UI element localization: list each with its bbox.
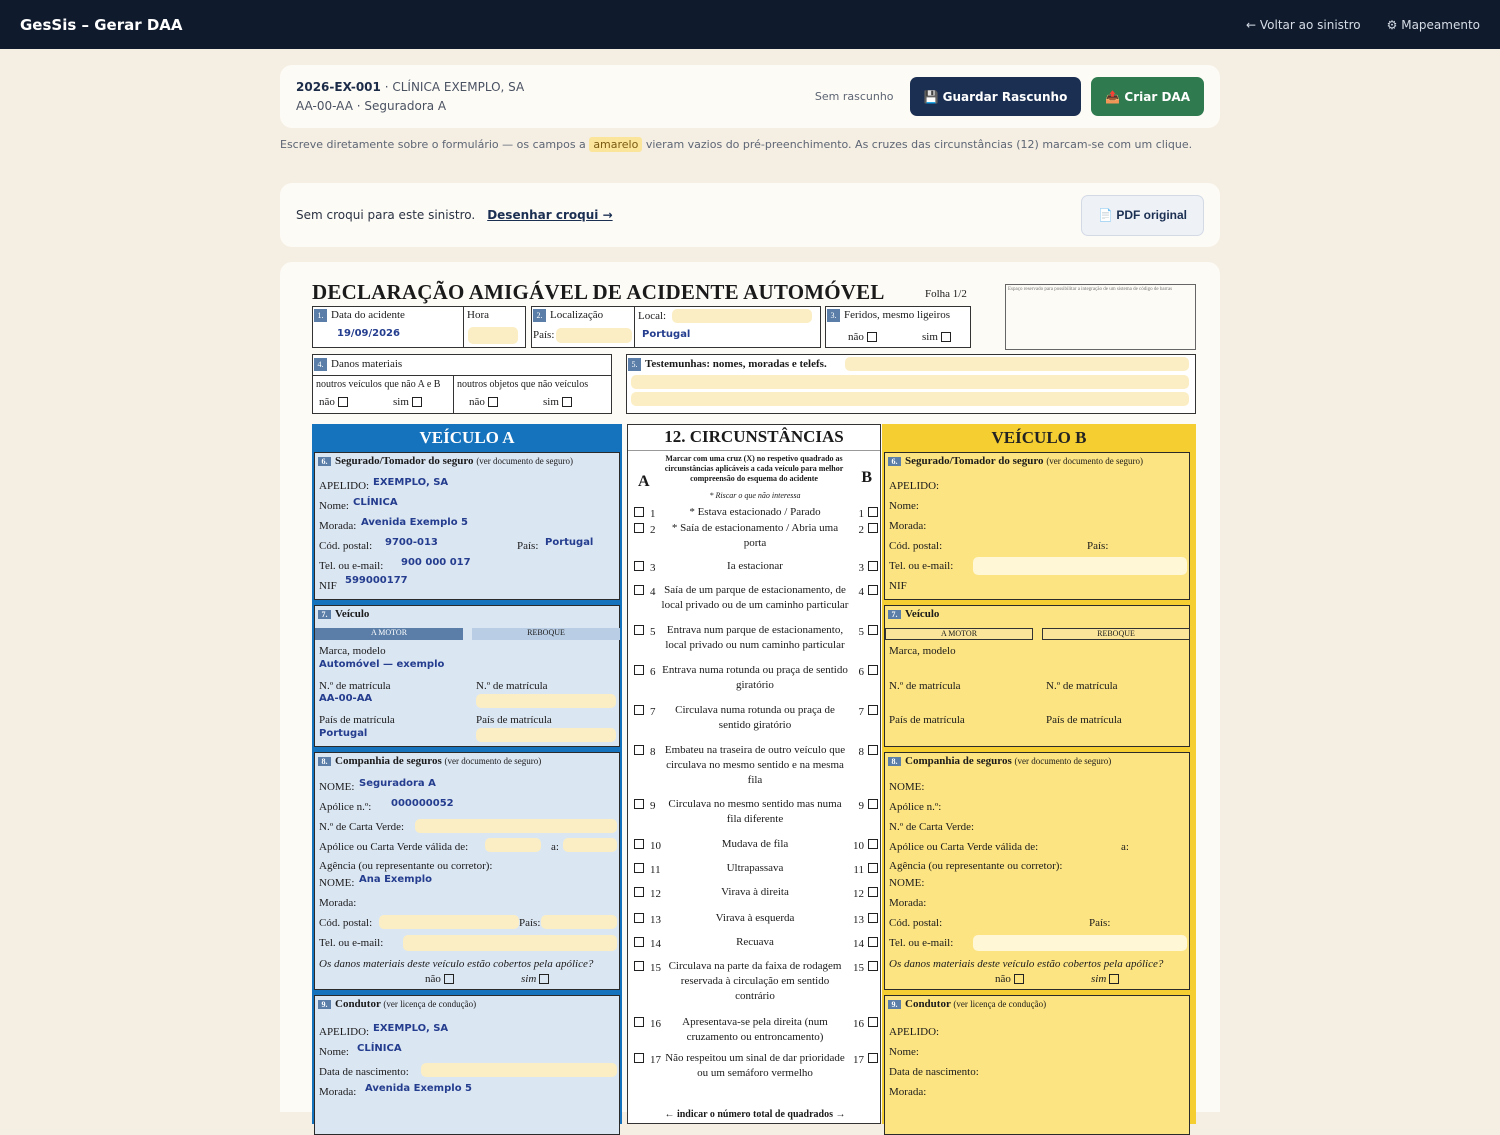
top-bar [0, 0, 1500, 49]
circumstance-17-b-checkbox[interactable] [868, 1053, 878, 1063]
circumstance-16-b-checkbox[interactable] [868, 1017, 878, 1027]
injured-no-checkbox[interactable] [867, 332, 877, 342]
section-material-damage: 4. Danos materiais noutros veículos que não A e B noutros objetos que não veículos não sim não sim [312, 354, 612, 414]
circumstance-5-a-checkbox[interactable] [634, 625, 644, 635]
app-title: GesSis – Gerar DAA [20, 15, 183, 34]
vehicle-a-column [312, 424, 622, 1124]
circumstances-title: 12. CIRCUNSTÂNCIAS [628, 425, 880, 451]
vehicle-a-header: VEÍCULO A [419, 428, 515, 447]
a-trailer-country[interactable] [476, 728, 616, 742]
circumstance-item-1: 1 * Estava estacionado / Parado 1 [628, 505, 882, 520]
section-injured: 3. Feridos, mesmo ligeiros não sim [825, 306, 971, 348]
circumstances-column: 12. CIRCUNSTÂNCIAS Marcar com uma cruz (X) no respetivo quadrado as circunstâncias aplicáveis a cada veículo para melhor compreensão do esquema do acidente A B * Riscar o que não interessa 1 * Estava estacionado / Parado 1 2 * Saía de estacionamento / Abria uma porta 2 3 Ia estacionar 3 4 Saía de um parque de estacionamento, de local privado ou de um caminho particular 4 5 Entrava num parque de estacionamento, local privado ou num caminho particular 5 6 Entrava numa rotunda ou praça de sentido giratório 6 7 Circulava numa rotunda ou praça de sentido giratório 7 8 Embateu na traseira de outro veículo que circulava no mesmo sentido e na mesma fila 8 9 Circulava no mesmo sentido mas numa fila diferente 9 10 Mudava de fila 10 11 Ultrapassava 11 12 Virava à direita 12 13 Virava à esquerda 13 14 Recuava 14 15 Circulava na parte da faixa de rodagem reservada à circulação em sentido contrário 15 16 Apresentava-se pela direita (num cruzamento ou entroncamento) 16 17 Não respeitou um sinal de dar prioridade ou um semáforo vermelho 17 ← indicar o número total de quadrados → [627, 424, 881, 1124]
a-vehicle-country[interactable]: Portugal [319, 728, 368, 739]
form-title: DECLARAÇÃO AMIGÁVEL DE ACIDENTE AUTOMÓVEL [312, 280, 885, 304]
witnesses-field-2[interactable] [631, 375, 1189, 389]
a-insurance-section: 8. Companhia de seguros (ver documento de seguro) NOME: Seguradora A Apólice n.º: 000000052 N.º de Carta Verde: Apólice ou Carta Verde válida de: a: Agência (ou representante ou corretor): NOME: Ana Exemplo Morada: Cód. postal: País: Tel. ou e-mail: Os danos materiais deste veículo estão cobertos pela apólice? não sim [314, 752, 620, 990]
a-insured-name[interactable]: CLÍNICA [353, 497, 398, 508]
circumstance-13-b-checkbox[interactable] [868, 913, 878, 923]
barcode-area: Espaço reservado para possibilitar a integração de um sistema de código de barras [1005, 284, 1196, 350]
a-damage-covered-yes[interactable] [539, 974, 549, 984]
a-insured-country[interactable]: Portugal [545, 537, 594, 548]
b-driver-section: 9. Condutor (ver licença de condução) APELIDO: Nome: Data de nascimento: Morada: [884, 995, 1190, 1135]
a-agent-phone[interactable] [403, 935, 617, 951]
circumstance-item-15: 15 Circulava na parte da faixa de rodagem reservada à circulação em sentido contrário 15 [628, 959, 882, 1004]
circumstance-3-a-checkbox[interactable] [634, 561, 644, 571]
a-insured-phone[interactable]: 900 000 017 [401, 557, 471, 568]
a-driver-surname[interactable]: EXEMPLO, SA [373, 1023, 449, 1034]
circumstance-13-a-checkbox[interactable] [634, 913, 644, 923]
damage-objects-no[interactable] [488, 397, 498, 407]
draw-sketch-link[interactable]: Desenhar croqui → [487, 208, 613, 222]
circumstance-5-b-checkbox[interactable] [868, 625, 878, 635]
a-driver-section: 9. Condutor (ver licença de condução) APELIDO: EXEMPLO, SA Nome: CLÍNICA Data de nascimento: Morada: Avenida Exemplo 5 [314, 995, 620, 1135]
a-agent-country[interactable] [541, 915, 617, 929]
circumstance-7-a-checkbox[interactable] [634, 705, 644, 715]
circumstance-item-5: 5 Entrava num parque de estacionamento, local privado ou num caminho particular 5 [628, 623, 882, 653]
circumstance-6-a-checkbox[interactable] [634, 665, 644, 675]
draft-status: Sem rascunho [814, 90, 894, 103]
b-vehicle-section: 7. Veículo A MOTOR REBOQUE Marca, modelo N.º de matrícula País de matrícula N.º de matrícula País de matrícula [884, 605, 1190, 747]
vehicle-b-column [882, 424, 1196, 1124]
circumstance-8-a-checkbox[interactable] [634, 745, 644, 755]
a-insurer-name[interactable]: Seguradora A [359, 778, 436, 789]
circumstance-item-4: 4 Saía de um parque de estacionamento, de local privado ou de um caminho particular 4 [628, 583, 882, 613]
plate-insurer: AA-00-AA · Seguradora A [296, 98, 447, 113]
b-agent-phone[interactable] [973, 935, 1187, 951]
location-country-empty[interactable] [556, 328, 632, 343]
a-damage-covered-no[interactable] [444, 974, 454, 984]
circumstance-10-a-checkbox[interactable] [634, 839, 644, 849]
circumstance-item-8: 8 Embateu na traseira de outro veículo que circulava no mesmo sentido e na mesma fila 8 [628, 743, 882, 788]
yellow-highlight: amarelo [589, 137, 642, 152]
circumstance-2-b-checkbox[interactable] [868, 523, 878, 533]
circumstance-12-a-checkbox[interactable] [634, 887, 644, 897]
a-insured-address[interactable]: Avenida Exemplo 5 [361, 517, 468, 528]
location-country-field[interactable]: Portugal [642, 329, 691, 340]
location-field[interactable] [672, 309, 812, 323]
circumstance-11-b-checkbox[interactable] [868, 863, 878, 873]
b-damage-covered-yes[interactable] [1109, 974, 1119, 984]
circumstance-item-16: 16 Apresentava-se pela direita (num cruzamento ou entroncamento) 16 [628, 1015, 882, 1045]
circumstance-item-7: 7 Circulava numa rotunda ou praça de sentido giratório 7 [628, 703, 882, 733]
circumstance-item-3: 3 Ia estacionar 3 [628, 559, 882, 574]
circumstance-15-a-checkbox[interactable] [634, 961, 644, 971]
circumstance-item-13: 13 Virava à esquerda 13 [628, 911, 882, 926]
circumstance-14-b-checkbox[interactable] [868, 937, 878, 947]
a-insured-postcode[interactable]: 9700-013 [385, 537, 438, 548]
a-agent-name[interactable]: Ana Exemplo [359, 874, 433, 885]
a-vehicle-model[interactable]: Automóvel — exemplo [319, 659, 445, 670]
damage-objects-yes[interactable] [562, 397, 572, 407]
a-insured-section: 6. Segurado/Tomador do seguro (ver documento de seguro) APELIDO: EXEMPLO, SA Nome: CLÍNICA Morada: Avenida Exemplo 5 Cód. postal: 9700-013 País: Portugal Tel. ou e-mail: 900 000 017 NIF 599000177 [314, 452, 620, 600]
claim-summary-card [280, 65, 1220, 128]
form-hint: Escreve diretamente sobre o formulário — os campos a amarelo vieram vazios do pré-preenchimento. As cruzes das circunstâncias (12) marcam-se com um clique. [280, 138, 1193, 151]
circumstance-item-17: 17 Não respeitou um sinal de dar prioridade ou um semáforo vermelho 17 [628, 1051, 882, 1081]
accident-date-field[interactable]: 19/09/2026 [337, 328, 400, 339]
circumstance-item-9: 9 Circulava no mesmo sentido mas numa fila diferente 9 [628, 797, 882, 827]
a-insured-nif[interactable]: 599000177 [345, 575, 408, 586]
b-insured-section: 6. Segurado/Tomador do seguro (ver documento de seguro) APELIDO: Nome: Morada: Cód. postal: País: Tel. ou e-mail: NIF [884, 452, 1190, 600]
a-insured-surname[interactable]: EXEMPLO, SA [373, 477, 449, 488]
circumstance-item-6: 6 Entrava numa rotunda ou praça de sentido giratório 6 [628, 663, 882, 693]
damage-other-vehicles-yes[interactable] [412, 397, 422, 407]
a-trailer-plate[interactable] [476, 694, 616, 708]
a-agent-postcode[interactable] [379, 915, 519, 929]
a-driver-name[interactable]: CLÍNICA [357, 1043, 402, 1054]
a-valid-to[interactable] [563, 838, 617, 852]
circumstance-4-b-checkbox[interactable] [868, 585, 878, 595]
section-date: 1. Data do acidente Hora 19/09/2026 [312, 306, 526, 348]
circumstance-8-b-checkbox[interactable] [868, 745, 878, 755]
a-vehicle-plate[interactable]: AA-00-AA [319, 693, 373, 704]
mapping-link[interactable]: ⚙ Mapeamento [1386, 17, 1480, 32]
a-valid-from[interactable] [485, 838, 541, 852]
circumstance-14-a-checkbox[interactable] [634, 937, 644, 947]
circumstance-6-b-checkbox[interactable] [868, 665, 878, 675]
damage-other-vehicles-no[interactable] [338, 397, 348, 407]
witnesses-field-1[interactable] [845, 357, 1189, 371]
a-driver-birthdate[interactable] [421, 1063, 617, 1077]
circumstance-2-a-checkbox[interactable] [634, 523, 644, 533]
section-witnesses: 5. Testemunhas: nomes, moradas e telefs. [626, 354, 1196, 414]
save-draft-button[interactable]: 💾 Guardar Rascunho [910, 77, 1082, 116]
circumstance-11-a-checkbox[interactable] [634, 863, 644, 873]
a-green-card[interactable] [415, 819, 617, 833]
circumstance-item-10: 10 Mudava de fila 10 [628, 837, 882, 852]
injured-yes-checkbox[interactable] [941, 332, 951, 342]
circumstance-12-b-checkbox[interactable] [868, 887, 878, 897]
witnesses-field-3[interactable] [631, 392, 1189, 406]
circumstance-15-b-checkbox[interactable] [868, 961, 878, 971]
circumstance-4-a-checkbox[interactable] [634, 585, 644, 595]
original-pdf-button[interactable]: 📄 PDF original [1081, 195, 1204, 236]
circumstance-item-11: 11 Ultrapassava 11 [628, 861, 882, 876]
sheet-label: Folha 1/2 [925, 288, 967, 300]
b-damage-covered-no[interactable] [1014, 974, 1024, 984]
circumstance-17-a-checkbox[interactable] [634, 1053, 644, 1063]
total-squares-label: ← indicar o número total de quadrados → [664, 1109, 846, 1120]
back-to-claim-link[interactable]: ← Voltar ao sinistro [1246, 17, 1361, 32]
circumstance-9-a-checkbox[interactable] [634, 799, 644, 809]
b-insured-phone[interactable] [973, 557, 1187, 575]
circumstance-3-b-checkbox[interactable] [868, 561, 878, 571]
circumstance-9-b-checkbox[interactable] [868, 799, 878, 809]
circumstance-item-14: 14 Recuava 14 [628, 935, 882, 950]
circumstance-10-b-checkbox[interactable] [868, 839, 878, 849]
accident-time-field[interactable] [468, 327, 518, 344]
daa-form-card [280, 262, 1220, 1120]
circumstance-item-12: 12 Virava à direita 12 [628, 885, 882, 900]
circumstance-16-a-checkbox[interactable] [634, 1017, 644, 1027]
a-driver-address[interactable]: Avenida Exemplo 5 [365, 1083, 472, 1094]
a-vehicle-section: 7. Veículo A MOTOR REBOQUE Marca, modelo Automóvel — exemplo N.º de matrícula AA-00-AA País de matrícula Portugal N.º de matrícula País de matrícula [314, 605, 620, 747]
section-location: 2. Localização Local: País: Portugal [531, 306, 821, 348]
sketch-card [280, 183, 1220, 247]
circumstance-1-a-checkbox[interactable] [634, 507, 644, 517]
circumstance-1-b-checkbox[interactable] [868, 507, 878, 517]
b-insurance-section: 8. Companhia de seguros (ver documento de seguro) NOME: Apólice n.º: N.º de Carta Verde: Apólice ou Carta Verde válida de: a: Agência (ou representante ou corretor): NOME: Morada: Cód. postal: País: Tel. ou e-mail: Os danos materiais deste veículo estão cobertos pela apólice? não sim [884, 752, 1190, 990]
create-daa-button[interactable]: 📤 Criar DAA [1091, 77, 1204, 116]
claim-id: 2026-EX-001 [296, 79, 381, 94]
sketch-status: Sem croqui para este sinistro. [296, 208, 476, 222]
vehicle-b-header: VEÍCULO B [991, 428, 1087, 447]
client-name: · CLÍNICA EXEMPLO, SA [384, 79, 525, 94]
circumstance-7-b-checkbox[interactable] [868, 705, 878, 715]
a-policy-number[interactable]: 000000052 [391, 798, 454, 809]
circumstance-item-2: 2 * Saía de estacionamento / Abria uma porta 2 [628, 521, 882, 551]
